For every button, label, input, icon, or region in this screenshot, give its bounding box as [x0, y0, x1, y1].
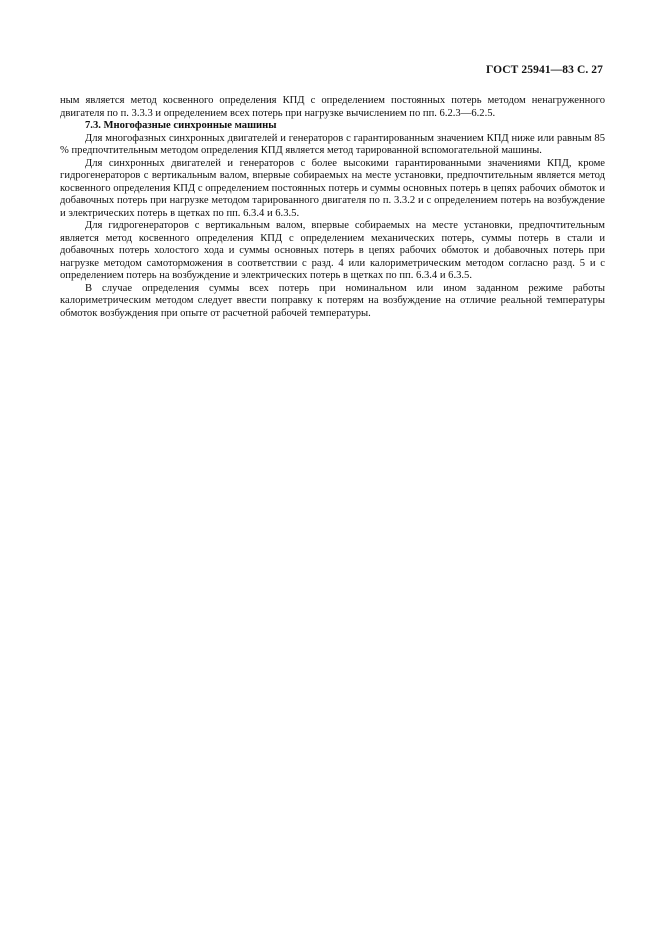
paragraph: Для синхронных двигателей и генераторов с более высокими гарантированными значениями КПД, кроме гидрогенераторов с вертикальным валом, впервые собираемых на месте установки, предпочтительным является метод косвенного определения КПД с определением постоянных потерь и суммы основных потерь в цепях рабочих обмоток и добавочных потерь при нагрузке методом тарированного двигателя по п. 3.3.2 и с определением потерь на возбуждение и электрических потерь в щетках по пп. 6.3.4 и 6.3.5. — [60, 157, 605, 219]
paragraph: В случае определения суммы всех потерь при номинальном или ином заданном режиме работы калориметрическим методом следует ввести поправку к потерям на возбуждение на отличие реальной температуры обмоток возбуждения при опыте от расчетной рабочей температуры. — [60, 282, 605, 319]
paragraph: Для многофазных синхронных двигателей и генераторов с гарантированным значением КПД ниже или равным 85 % предпочтительным методом определения КПД является метод тарированной вспомогательной машины. — [60, 132, 605, 156]
body-text — [60, 95, 605, 320]
running-header: ГОСТ 25941—83 С. 27 — [485, 64, 603, 76]
paragraph: Для гидрогенераторов с вертикальным валом, впервые собираемых на месте установки, предпочтительным является метод косвенного определения КПД с определением механических потерь, суммы потерь в стали и добавочных потерь холостого хода и суммы основных потерь в цепях рабочих обмоток и добавочных потерь при нагрузке методом самоторможения в соответствии с разд. 4 или калориметрическим методом согласно разд. 5 и с определением потерь на возбуждение и электрических потерь в щетках по пп. 6.3.4 и 6.3.5. — [60, 220, 605, 281]
paragraph-continuation: ным является метод косвенного определения КПД с определением постоянных потерь методом ненагруженного двигателя по п. 3.3.3 и определением всех потерь при нагрузке вычислением по пп. 6.2.3—6.2.5. — [60, 95, 605, 119]
section-number: 7.3. — [85, 120, 101, 131]
section-title: Многофазные синхронные машины — [103, 120, 277, 131]
section-heading — [60, 120, 605, 133]
